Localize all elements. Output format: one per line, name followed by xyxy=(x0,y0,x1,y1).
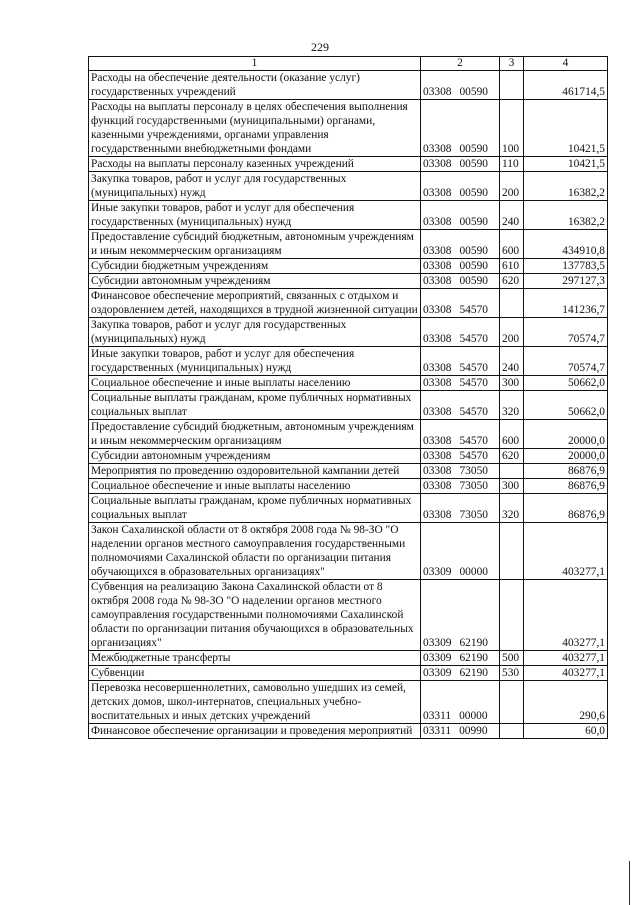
row-code-program: 03309 xyxy=(423,637,452,649)
row-name: Субсидии бюджетным учреждениям xyxy=(89,259,421,274)
row-sum: 137783,5 xyxy=(524,259,608,274)
row-name: Межбюджетные трансферты xyxy=(89,651,421,666)
row-code xyxy=(421,157,500,172)
row-name: Субсидии автономным учреждениям xyxy=(89,449,421,464)
row-code-direction: 00590 xyxy=(459,143,488,155)
row-sum: 86876,9 xyxy=(524,464,608,479)
row-code xyxy=(421,318,500,347)
row-code xyxy=(421,100,500,157)
table-row xyxy=(89,71,608,100)
row-code-program: 03308 xyxy=(423,377,452,389)
table-row xyxy=(89,230,608,259)
row-sum: 297127,3 xyxy=(524,274,608,289)
table-row xyxy=(89,201,608,230)
row-code-program: 03308 xyxy=(423,143,452,155)
row-code-program: 03309 xyxy=(423,566,452,578)
row-expense-type: 240 xyxy=(500,347,524,376)
row-code xyxy=(421,289,500,318)
page-number: 229 xyxy=(311,40,329,54)
row-code-direction: 00590 xyxy=(459,245,488,257)
row-sum: 70574,7 xyxy=(524,347,608,376)
row-sum: 10421,5 xyxy=(524,100,608,157)
row-code-program: 03309 xyxy=(423,652,452,664)
row-name: Мероприятия по проведению оздоровительной кампании детей xyxy=(89,464,421,479)
row-code-program: 03308 xyxy=(423,260,452,272)
row-code-program: 03309 xyxy=(423,667,452,679)
margin-mark xyxy=(629,861,630,905)
row-code-direction: 73050 xyxy=(459,509,488,521)
row-code xyxy=(421,347,500,376)
row-expense-type: 530 xyxy=(500,666,524,681)
row-code-direction: 00000 xyxy=(459,566,488,578)
row-sum: 16382,2 xyxy=(524,172,608,201)
table-row xyxy=(89,347,608,376)
row-code xyxy=(421,666,500,681)
row-sum: 20000,0 xyxy=(524,449,608,464)
row-code-program: 03308 xyxy=(423,509,452,521)
row-expense-type: 200 xyxy=(500,172,524,201)
table-row xyxy=(89,420,608,449)
row-code-program: 03308 xyxy=(423,304,452,316)
row-sum: 461714,5 xyxy=(524,71,608,100)
table-row xyxy=(89,274,608,289)
row-sum: 403277,1 xyxy=(524,651,608,666)
row-sum: 70574,7 xyxy=(524,318,608,347)
row-expense-type: 500 xyxy=(500,651,524,666)
row-code-program: 03308 xyxy=(423,158,452,170)
table-row xyxy=(89,464,608,479)
row-name: Расходы на выплаты персоналу в целях обеспечения выполнения функций государственными (муниципальными) органами, казенными учреждениями, органами управления государственными внебюджетными фондами xyxy=(89,100,421,157)
row-name: Перевозка несовершеннолетних, самовольно ушедших из семей, детских домов, школ-интернатов, специальных учебно-воспитательных и иных детских учреждений xyxy=(89,681,421,724)
row-expense-type: 320 xyxy=(500,391,524,420)
row-code xyxy=(421,71,500,100)
row-sum: 10421,5 xyxy=(524,157,608,172)
row-sum: 403277,1 xyxy=(524,523,608,580)
row-sum: 50662,0 xyxy=(524,376,608,391)
row-expense-type: 300 xyxy=(500,479,524,494)
row-code-program: 03311 xyxy=(423,710,452,722)
row-code-program: 03308 xyxy=(423,86,452,98)
header-cell-2: 2 xyxy=(421,57,500,71)
row-expense-type: 100 xyxy=(500,100,524,157)
row-code-direction: 00590 xyxy=(459,260,488,272)
table-row xyxy=(89,449,608,464)
row-sum: 434910,8 xyxy=(524,230,608,259)
row-name: Социальные выплаты гражданам, кроме публичных нормативных социальных выплат xyxy=(89,391,421,420)
row-expense-type: 320 xyxy=(500,494,524,523)
row-sum: 290,6 xyxy=(524,681,608,724)
row-code-program: 03308 xyxy=(423,187,452,199)
table-row xyxy=(89,172,608,201)
row-expense-type xyxy=(500,523,524,580)
row-name: Финансовое обеспечение мероприятий, связанных с отдыхом и оздоровлением детей, находящихся в трудной жизненной ситуации xyxy=(89,289,421,318)
row-name: Социальные выплаты гражданам, кроме публичных нормативных социальных выплат xyxy=(89,494,421,523)
row-code-program: 03308 xyxy=(423,480,452,492)
table-row xyxy=(89,479,608,494)
budget-table xyxy=(88,56,608,739)
row-code xyxy=(421,651,500,666)
row-sum: 403277,1 xyxy=(524,666,608,681)
table-row xyxy=(89,157,608,172)
header-row xyxy=(89,57,608,71)
row-expense-type: 620 xyxy=(500,449,524,464)
row-code xyxy=(421,230,500,259)
row-code-direction: 62190 xyxy=(459,652,488,664)
row-sum: 50662,0 xyxy=(524,391,608,420)
row-code-program: 03308 xyxy=(423,245,452,257)
row-name: Субвенция на реализацию Закона Сахалинской области от 8 октября 2008 года № 98-ЗО "О наделении органов местного самоуправления государственными полномочиями Сахалинской области по организации питания обучающихся в образовательных организациях" xyxy=(89,580,421,651)
row-code xyxy=(421,391,500,420)
row-code-direction: 62190 xyxy=(459,637,488,649)
header-cell-1: 1 xyxy=(89,57,421,71)
row-sum: 141236,7 xyxy=(524,289,608,318)
row-code xyxy=(421,479,500,494)
row-code-program: 03308 xyxy=(423,465,452,477)
row-code-program: 03311 xyxy=(423,725,452,737)
row-sum: 20000,0 xyxy=(524,420,608,449)
row-name: Иные закупки товаров, работ и услуг для обеспечения государственных (муниципальных) нужд xyxy=(89,201,421,230)
row-code xyxy=(421,420,500,449)
row-code xyxy=(421,376,500,391)
row-code-direction: 54570 xyxy=(459,333,488,345)
row-name: Расходы на обеспечение деятельности (оказание услуг) государственных учреждений xyxy=(89,71,421,100)
row-expense-type: 600 xyxy=(500,420,524,449)
row-name: Закупка товаров, работ и услуг для государственных (муниципальных) нужд xyxy=(89,172,421,201)
row-code-program: 03308 xyxy=(423,406,452,418)
row-sum: 86876,9 xyxy=(524,479,608,494)
row-code-program: 03308 xyxy=(423,216,452,228)
row-expense-type: 110 xyxy=(500,157,524,172)
row-code xyxy=(421,259,500,274)
row-name: Расходы на выплаты персоналу казенных учреждений xyxy=(89,157,421,172)
row-expense-type xyxy=(500,724,524,739)
row-sum: 86876,9 xyxy=(524,494,608,523)
row-name: Закон Сахалинской области от 8 октября 2008 года № 98-ЗО "О наделении органов местного самоуправления государственными полномочиями Сахалинской области по организации питания обучающихся в образовательных организациях" xyxy=(89,523,421,580)
row-code-program: 03308 xyxy=(423,275,452,287)
table-row xyxy=(89,376,608,391)
header-cell-3: 3 xyxy=(500,57,524,71)
table-row xyxy=(89,580,608,651)
row-code-direction: 73050 xyxy=(459,480,488,492)
row-code-direction: 00000 xyxy=(459,710,488,722)
row-code-direction: 54570 xyxy=(459,450,488,462)
row-code-program: 03308 xyxy=(423,435,452,447)
row-code-direction: 54570 xyxy=(459,304,488,316)
row-sum: 403277,1 xyxy=(524,580,608,651)
row-name: Закупка товаров, работ и услуг для государственных (муниципальных) нужд xyxy=(89,318,421,347)
row-code-direction: 54570 xyxy=(459,406,488,418)
row-sum: 16382,2 xyxy=(524,201,608,230)
table-row xyxy=(89,681,608,724)
row-code-direction: 00590 xyxy=(459,216,488,228)
table-row xyxy=(89,651,608,666)
row-expense-type: 300 xyxy=(500,376,524,391)
row-code-direction: 00590 xyxy=(459,86,488,98)
row-code-program: 03308 xyxy=(423,450,452,462)
row-code xyxy=(421,681,500,724)
row-expense-type xyxy=(500,464,524,479)
row-code xyxy=(421,494,500,523)
row-code-direction: 62190 xyxy=(459,667,488,679)
row-code-direction: 54570 xyxy=(459,362,488,374)
row-code xyxy=(421,464,500,479)
row-code-direction: 00990 xyxy=(459,725,488,737)
row-code xyxy=(421,580,500,651)
row-name: Субсидии автономным учреждениям xyxy=(89,274,421,289)
row-name: Социальное обеспечение и иные выплаты населению xyxy=(89,479,421,494)
header-cell-4: 4 xyxy=(524,57,608,71)
table-row xyxy=(89,494,608,523)
row-expense-type: 600 xyxy=(500,230,524,259)
table-row xyxy=(89,289,608,318)
row-name: Предоставление субсидий бюджетным, автономным учреждениям и иным некоммерческим организациям xyxy=(89,230,421,259)
row-code-direction: 00590 xyxy=(459,158,488,170)
row-expense-type xyxy=(500,681,524,724)
row-code-direction: 54570 xyxy=(459,435,488,447)
table-row xyxy=(89,724,608,739)
row-code xyxy=(421,449,500,464)
row-expense-type xyxy=(500,71,524,100)
row-code-direction: 54570 xyxy=(459,377,488,389)
table-row xyxy=(89,523,608,580)
row-code-direction: 00590 xyxy=(459,187,488,199)
row-name: Субвенции xyxy=(89,666,421,681)
row-name: Предоставление субсидий бюджетным, автономным учреждениям и иным некоммерческим организациям xyxy=(89,420,421,449)
row-expense-type: 200 xyxy=(500,318,524,347)
row-code xyxy=(421,724,500,739)
table-row xyxy=(89,100,608,157)
row-code xyxy=(421,201,500,230)
table-row xyxy=(89,318,608,347)
table-row xyxy=(89,666,608,681)
row-sum: 60,0 xyxy=(524,724,608,739)
row-code-program: 03308 xyxy=(423,362,452,374)
table-row xyxy=(89,259,608,274)
row-code-direction: 73050 xyxy=(459,465,488,477)
row-code-program: 03308 xyxy=(423,333,452,345)
row-name: Иные закупки товаров, работ и услуг для обеспечения государственных (муниципальных) нужд xyxy=(89,347,421,376)
row-expense-type xyxy=(500,580,524,651)
row-code-direction: 00590 xyxy=(459,275,488,287)
row-expense-type: 610 xyxy=(500,259,524,274)
table-body xyxy=(89,57,608,739)
row-expense-type: 240 xyxy=(500,201,524,230)
row-code xyxy=(421,274,500,289)
row-code xyxy=(421,523,500,580)
row-expense-type xyxy=(500,289,524,318)
table-row xyxy=(89,391,608,420)
row-expense-type: 620 xyxy=(500,274,524,289)
row-code xyxy=(421,172,500,201)
row-name: Социальное обеспечение и иные выплаты населению xyxy=(89,376,421,391)
row-name: Финансовое обеспечение организации и проведения мероприятий xyxy=(89,724,421,739)
